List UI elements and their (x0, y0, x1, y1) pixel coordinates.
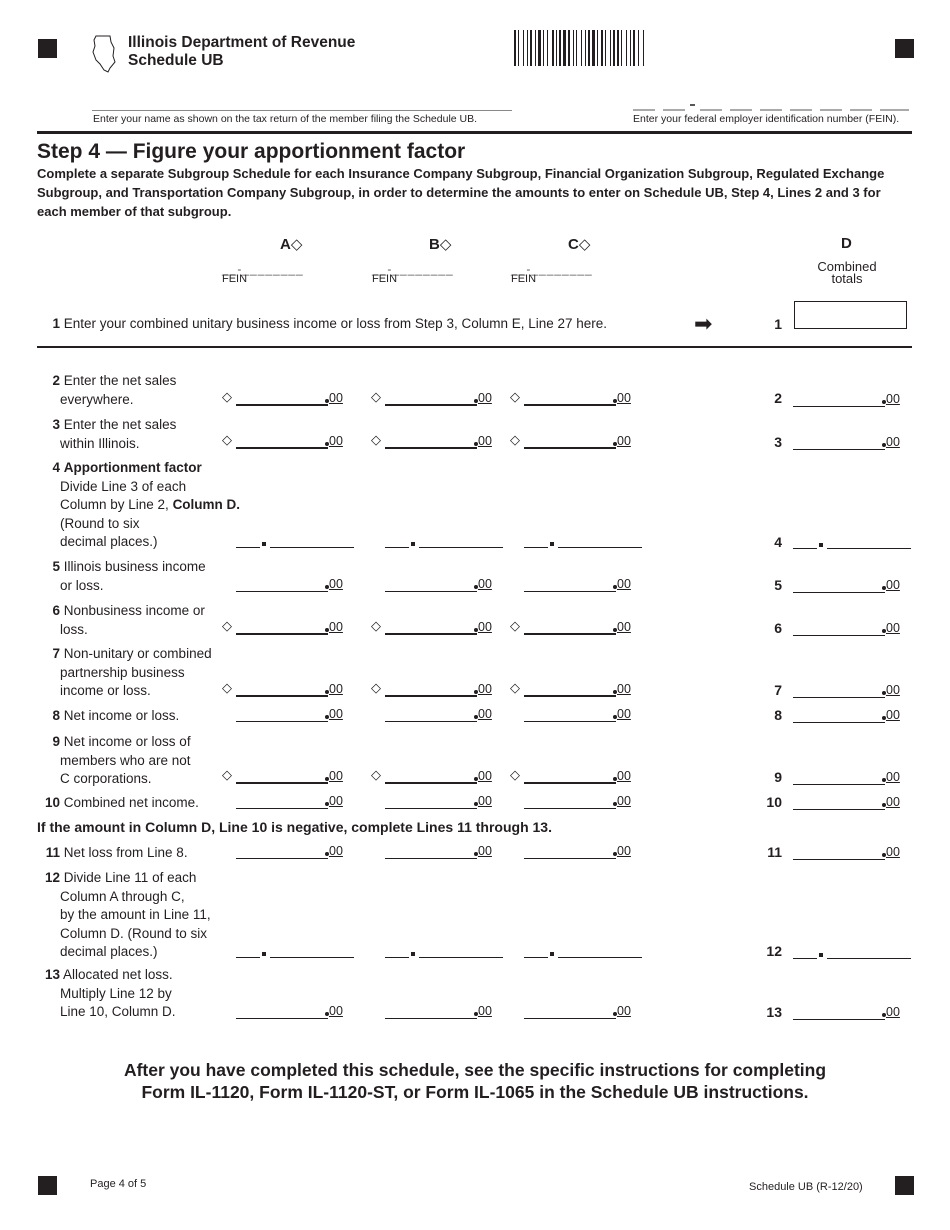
line-3-column-a-input[interactable] (236, 431, 353, 449)
registration-mark (895, 39, 914, 58)
entry-line (385, 858, 477, 859)
diamond-icon: ◇ (222, 389, 232, 404)
diamond-icon: ◇ (439, 236, 452, 253)
entry-line (793, 809, 885, 810)
line-3-column-c-input[interactable] (524, 431, 641, 449)
entry-line (385, 1018, 477, 1019)
line-12-column-a-input[interactable] (236, 940, 354, 958)
line-8-column-b-input[interactable] (385, 704, 502, 722)
line-number: 6 (774, 620, 782, 636)
line-number: 3 (774, 434, 782, 450)
cents-label: 00 (886, 683, 900, 697)
line-11-label: 11 Net loss from Line 8. (45, 845, 188, 860)
entry-line (236, 721, 328, 722)
line-5-column-c-input[interactable] (524, 574, 641, 592)
diamond-icon: ◇ (371, 432, 381, 447)
cents-label: 00 (886, 435, 900, 449)
entry-line (385, 808, 477, 809)
diamond-icon: ◇ (222, 767, 232, 782)
line-7-column-c-input[interactable] (524, 679, 641, 697)
page-number: Page 4 of 5 (90, 1178, 147, 1190)
line-13-column-c-input[interactable] (524, 1001, 641, 1019)
line-12-column-c-input[interactable] (524, 940, 642, 958)
cents-label: 00 (886, 708, 900, 722)
line-9-label: 9 Net income or loss of members who are not C corporations. (52, 734, 191, 787)
entry-line (236, 547, 260, 548)
entry-line (236, 782, 328, 784)
cents-label: 00 (329, 769, 343, 783)
line-7-column-d-input[interactable] (793, 680, 910, 698)
step-title: Step 4 — Figure your apportionment factor (37, 140, 466, 163)
line-5-column-a-input[interactable] (236, 574, 353, 592)
registration-mark (38, 1176, 57, 1195)
divider (37, 131, 912, 134)
line-12-label: 12 Divide Line 11 of each Column A through C, by the amount in Line 11, Column D. (Round to six decimal places.) (44, 870, 211, 960)
illinois-state-icon (90, 34, 118, 74)
line-number: 7 (774, 682, 782, 698)
barcode (514, 30, 710, 66)
entry-line (236, 695, 328, 697)
column-b-header: B (429, 236, 440, 253)
entry-line (385, 547, 409, 548)
diamond-icon: ◇ (371, 680, 381, 695)
line-4-column-b-input[interactable] (385, 530, 503, 548)
entry-line (793, 635, 885, 636)
entry-line (524, 957, 548, 958)
diamond-icon: ◇ (510, 618, 520, 633)
form-revision: Schedule UB (R-12/20) (749, 1181, 863, 1193)
entry-line (524, 591, 616, 592)
line-8-column-d-input[interactable] (793, 705, 910, 723)
cents-label: 00 (329, 844, 343, 858)
line-number: 8 (774, 707, 782, 723)
entry-line (524, 447, 616, 449)
entry-line (385, 447, 477, 449)
diamond-icon: ◇ (222, 432, 232, 447)
cents-label: 00 (886, 392, 900, 406)
line-number: 10 (766, 794, 782, 810)
entry-line (793, 1019, 885, 1020)
entry-line (524, 858, 616, 859)
cents-label: 00 (886, 1005, 900, 1019)
column-d-subtitle: Combined totals (817, 259, 877, 286)
diamond-icon: ◇ (371, 389, 381, 404)
cents-label: 00 (329, 682, 343, 696)
diamond-icon: ◇ (578, 236, 591, 253)
cents-label: 00 (329, 1004, 343, 1018)
line-5-column-b-input[interactable] (385, 574, 502, 592)
fein-label: FEIN (372, 273, 398, 285)
entry-line (524, 808, 616, 809)
diamond-icon: ◇ (371, 618, 381, 633)
line-number: 2 (774, 390, 782, 406)
entry-line (793, 697, 885, 698)
cents-label: 00 (617, 707, 631, 721)
line-13-column-b-input[interactable] (385, 1001, 502, 1019)
decimal-point (262, 952, 266, 956)
entry-line (236, 957, 260, 958)
line-number: 13 (766, 1004, 782, 1020)
column-c-header: C (568, 236, 579, 253)
line-10-column-a-input[interactable] (236, 791, 353, 809)
entry-line (524, 547, 548, 548)
entry-line (236, 447, 328, 449)
cents-label: 00 (329, 794, 343, 808)
line-3-label: 3 Enter the net sales within Illinois. (52, 417, 177, 451)
cents-label: 00 (478, 769, 492, 783)
name-line[interactable] (92, 110, 512, 111)
name-caption: Enter your name as shown on the tax return of the member filing the Schedule UB. (93, 113, 478, 125)
entry-line (385, 404, 477, 406)
line-12-column-b-input[interactable] (385, 940, 503, 958)
cents-label: 00 (617, 577, 631, 591)
step-instructions: Complete a separate Subgroup Schedule for each Insurance Company Subgroup, Financial Organization Subgroup, Regulated Exchange Subgroup, and Transportation Company Subgroup, in order to determine the amounts to enter on Schedule UB, Step 4, Lines 2 and 3 for each member of that subgroup. (37, 166, 885, 219)
line-9-column-d-input[interactable] (793, 767, 910, 785)
line-13-column-a-input[interactable] (236, 1001, 353, 1019)
line-11-column-d-input[interactable] (793, 842, 910, 860)
entry-line (236, 858, 328, 859)
column-d-header: D (841, 235, 852, 252)
decimal-point (819, 953, 823, 957)
cents-label: 00 (478, 620, 492, 634)
diamond-icon: ◇ (290, 236, 303, 253)
line-number: 9 (774, 769, 782, 785)
entry-line (419, 547, 503, 548)
line-4-column-c-input[interactable] (524, 530, 642, 548)
cents-label: 00 (617, 1004, 631, 1018)
entry-line (270, 547, 354, 548)
line-6-label: 6 Nonbusiness income or loss. (52, 603, 205, 637)
diamond-icon: ◇ (510, 767, 520, 782)
line-number: 4 (774, 534, 782, 550)
line-12-column-d-input[interactable] (793, 941, 911, 959)
entry-line (558, 957, 642, 958)
entry-line (236, 808, 328, 809)
cents-label: 00 (886, 845, 900, 859)
line-5-label: 5 Illinois business income or loss. (52, 559, 206, 593)
cents-label: 00 (478, 1004, 492, 1018)
line-3-column-d-input[interactable] (793, 432, 910, 450)
line-3-column-b-input[interactable] (385, 431, 502, 449)
line-13-label: 13 Allocated net loss. Multiply Line 12 by Line 10, Column D. (44, 967, 176, 1020)
line-1-column-d-input[interactable] (794, 301, 907, 329)
entry-line (385, 695, 477, 697)
cents-label: 00 (617, 620, 631, 634)
entry-line (236, 591, 328, 592)
diamond-icon: ◇ (371, 767, 381, 782)
fein-caption: Enter your federal employer identification number (FEIN). (633, 113, 900, 125)
cents-label: 00 (478, 682, 492, 696)
decimal-point (411, 542, 415, 546)
line-2-column-a-input[interactable] (236, 388, 353, 406)
cents-label: 00 (886, 795, 900, 809)
diamond-icon: ◇ (510, 389, 520, 404)
entry-line (385, 957, 409, 958)
cents-label: 00 (617, 434, 631, 448)
line-11-column-a-input[interactable] (236, 841, 353, 859)
form-name: Schedule UB (128, 52, 224, 69)
line-4-column-d-input[interactable] (793, 531, 911, 549)
cents-label: 00 (886, 621, 900, 635)
cents-label: 00 (478, 577, 492, 591)
entry-line (270, 957, 354, 958)
line-number: 5 (774, 577, 782, 593)
cents-label: 00 (617, 391, 631, 405)
line-6-column-b-input[interactable] (385, 617, 502, 635)
entry-line (524, 1018, 616, 1019)
entry-line (793, 406, 885, 407)
entry-line (236, 1018, 328, 1019)
entry-line (385, 782, 477, 784)
fein-label: FEIN (222, 273, 248, 285)
agency-name: Illinois Department of Revenue (128, 34, 356, 51)
cents-label: 00 (329, 620, 343, 634)
entry-line (793, 784, 885, 785)
line-10-column-b-input[interactable] (385, 791, 502, 809)
line-number: 1 (774, 316, 782, 332)
decimal-point (262, 542, 266, 546)
line-8-column-c-input[interactable] (524, 704, 641, 722)
cents-label: 00 (329, 577, 343, 591)
entry-line (524, 404, 616, 406)
entry-line (793, 592, 885, 593)
fein-b-field[interactable]: __-________ (372, 262, 454, 276)
line-2-column-c-input[interactable] (524, 388, 641, 406)
entry-line (236, 633, 328, 635)
line-13-column-d-input[interactable] (793, 1002, 910, 1020)
line-7-label: 7 Non-unitary or combined partnership business income or loss. (52, 646, 212, 699)
arrow-right-icon: ➡ (694, 311, 713, 336)
entry-line (236, 404, 328, 406)
entry-line (385, 721, 477, 722)
line-4-column-a-input[interactable] (236, 530, 354, 548)
diamond-icon: ◇ (222, 618, 232, 633)
entry-line (793, 449, 885, 450)
registration-mark (895, 1176, 914, 1195)
line-number: 12 (766, 943, 782, 959)
entry-line (419, 957, 503, 958)
diamond-icon: ◇ (222, 680, 232, 695)
column-a-header: A (280, 236, 291, 253)
cents-label: 00 (886, 770, 900, 784)
diamond-icon: ◇ (510, 680, 520, 695)
closing-instructions: After you have completed this schedule, see the specific instructions for completing Form IL-1120, Form IL-1120-ST, or Form IL-1065 in the Schedule UB instructions. (123, 1060, 827, 1102)
line-10-label: 10 Combined net income. (44, 795, 199, 810)
entry-line (793, 859, 885, 860)
line-10-column-d-input[interactable] (793, 792, 910, 810)
cents-label: 00 (329, 434, 343, 448)
cents-label: 00 (617, 682, 631, 696)
cents-label: 00 (329, 391, 343, 405)
entry-line (524, 782, 616, 784)
line-9-column-b-input[interactable] (385, 766, 502, 784)
entry-line (827, 958, 911, 959)
line-6-column-a-input[interactable] (236, 617, 353, 635)
entry-line (524, 721, 616, 722)
line-7-column-b-input[interactable] (385, 679, 502, 697)
line-10-column-c-input[interactable] (524, 791, 641, 809)
cents-label: 00 (886, 578, 900, 592)
fein-c-field[interactable]: __-________ (511, 262, 593, 276)
divider (37, 346, 912, 348)
line-2-column-d-input[interactable] (793, 389, 910, 407)
registration-mark (38, 39, 57, 58)
decimal-point (819, 543, 823, 547)
cents-label: 00 (329, 707, 343, 721)
line-8-column-a-input[interactable] (236, 704, 353, 722)
entry-line (524, 695, 616, 697)
line-11-column-c-input[interactable] (524, 841, 641, 859)
entry-line (827, 548, 911, 549)
entry-line (558, 547, 642, 548)
line-number: 11 (767, 844, 782, 860)
cents-label: 00 (478, 794, 492, 808)
cents-label: 00 (478, 434, 492, 448)
cents-label: 00 (617, 844, 631, 858)
line-2-column-b-input[interactable] (385, 388, 502, 406)
negative-note: If the amount in Column D, Line 10 is negative, complete Lines 11 through 13. (37, 819, 552, 835)
line-9-column-a-input[interactable] (236, 766, 353, 784)
fein-entry[interactable] (633, 100, 911, 112)
decimal-point (550, 542, 554, 546)
line-5-column-d-input[interactable] (793, 575, 910, 593)
cents-label: 00 (617, 794, 631, 808)
cents-label: 00 (478, 844, 492, 858)
line-1-label: 1 Enter your combined unitary business income or loss from Step 3, Column E, Line 27 here. (52, 316, 608, 331)
cents-label: 00 (478, 707, 492, 721)
line-11-column-b-input[interactable] (385, 841, 502, 859)
entry-line (793, 548, 817, 549)
entry-line (793, 722, 885, 723)
decimal-point (550, 952, 554, 956)
line-8-label: 8 Net income or loss. (52, 708, 180, 723)
entry-line (385, 591, 477, 592)
diamond-icon: ◇ (510, 432, 520, 447)
line-6-column-c-input[interactable] (524, 617, 641, 635)
entry-line (385, 633, 477, 635)
line-4-label: 4 Apportionment factor Divide Line 3 of each Column by Line 2, Column D. (Round to six decimal places.) (52, 460, 241, 550)
cents-label: 00 (478, 391, 492, 405)
line-2-label: 2 Enter the net sales everywhere. (52, 373, 177, 407)
fein-label: FEIN (511, 273, 537, 285)
cents-label: 00 (617, 769, 631, 783)
entry-line (524, 633, 616, 635)
line-9-column-c-input[interactable] (524, 766, 641, 784)
decimal-point (411, 952, 415, 956)
entry-line (793, 958, 817, 959)
fein-a-field[interactable]: __-________ (222, 262, 304, 276)
line-7-column-a-input[interactable] (236, 679, 353, 697)
line-6-column-d-input[interactable] (793, 618, 910, 636)
